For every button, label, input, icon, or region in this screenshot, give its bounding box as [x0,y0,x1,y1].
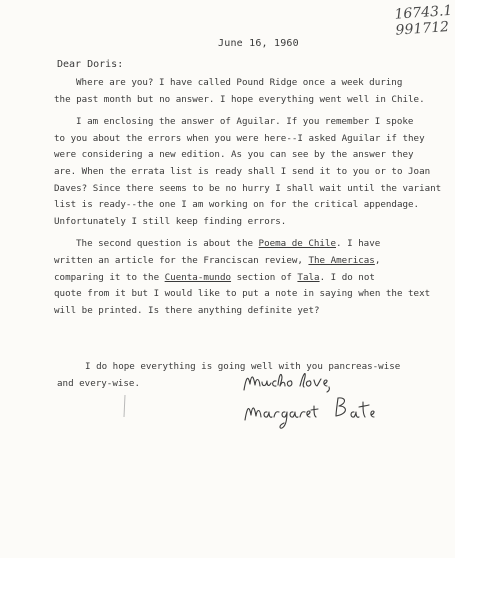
handwritten-signature [240,368,390,438]
book-title-tala: Tala [297,271,320,283]
signature-name [245,398,374,428]
book-title-poema-de-chile: Poema de Chile [258,238,336,250]
section-title-cuenta-mundo: Cuenta-mundo [164,271,232,283]
body-line: I am enclosing the answer of Aguilar. If you remember I spoke [76,116,414,128]
pen-mark [123,394,126,418]
body-line: are. When the errata list is ready shall I send it to you or to Joan [54,165,431,177]
paragraph-2 [54,114,442,230]
body-line [54,253,399,270]
text-run: . I have [336,238,381,250]
text-run: , [374,254,381,266]
text-run: . I do not [319,271,375,283]
body-line: to you about the errors when you were here--I asked Aguilar if they [54,132,425,144]
body-line [54,270,399,287]
body-line: Daves? Since there seems to be no hurry I shall wait until the variant [54,182,442,194]
body-line: Unfortunately I still keep finding errors. [54,215,287,227]
body-line: the past month but no answer. I hope everything went well in Chile. [54,93,425,105]
body-line: were considering a new edition. As you can see by the answer they [54,149,414,161]
salutation: Dear Doris: [57,59,124,70]
body-line: Where are you? I have called Pound Ridge once a week during [76,77,403,88]
body-line: quote from it but I would like to put a note in saying when the text [54,288,431,300]
letter-body [54,75,442,325]
text-run: The second question is about the [76,238,259,250]
signature-valediction [244,374,329,392]
paragraph-3 [54,236,431,319]
letter-date: June 16, 1960 [218,38,299,49]
archive-number-2: 991712 [395,19,450,39]
archive-number-1: 16743.1 [393,2,453,23]
body-line: and every-wise. [57,377,140,389]
journal-title-the-americas: The Americas [308,254,375,266]
body-line: list is ready--the one I am working on for the critical appendage. [54,199,420,211]
body-line: I do hope everything is going well with you pancreas-wise [85,361,401,372]
paragraph-1 [54,75,425,108]
text-run: section of [231,271,298,283]
archive-reference-note [394,1,476,39]
body-line [54,236,399,253]
body-line: will be printed. Is there anything definite yet? [54,304,320,316]
text-run: comparing it to the [54,271,165,283]
text-run: written an article for the Franciscan review, [54,254,309,266]
